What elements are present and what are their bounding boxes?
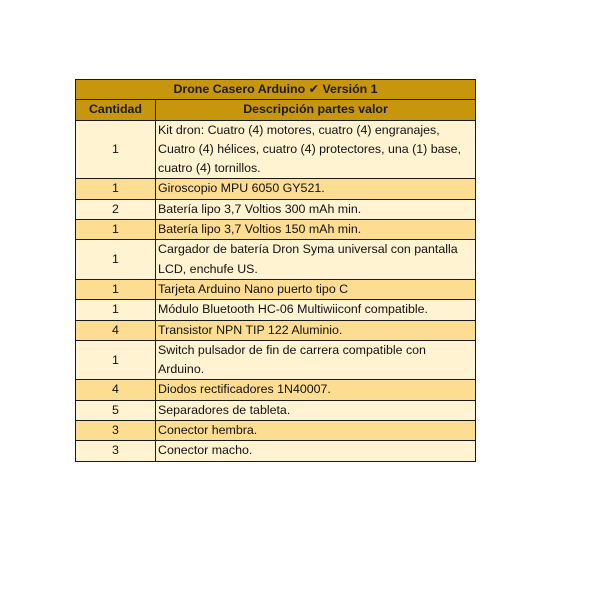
quantity-cell: 4 — [76, 320, 156, 340]
table-row — [76, 179, 476, 199]
quantity-cell: 1 — [76, 300, 156, 320]
description-cell: Switch pulsador de fin de carrera compatible con Arduino. — [156, 340, 476, 380]
quantity-column-header: Cantidad — [76, 100, 156, 120]
table-row — [76, 240, 476, 280]
quantity-cell: 3 — [76, 421, 156, 441]
description-cell: Kit dron: Cuatro (4) motores, cuatro (4) engranajes, Cuatro (4) hélices, cuatro (4) protectores, una (1) base, cuatro (4) tornillos. — [156, 120, 476, 179]
table-row — [76, 220, 476, 240]
quantity-cell: 3 — [76, 441, 156, 461]
quantity-cell: 2 — [76, 199, 156, 219]
parts-table — [75, 79, 476, 462]
table-row — [76, 400, 476, 420]
description-cell: Conector macho. — [156, 441, 476, 461]
table-row — [76, 279, 476, 299]
description-cell: Separadores de tableta. — [156, 400, 476, 420]
table-row — [76, 441, 476, 461]
description-cell: Giroscopio MPU 6050 GY521. — [156, 179, 476, 199]
table-row — [76, 340, 476, 380]
description-cell: Transistor NPN TIP 122 Aluminio. — [156, 320, 476, 340]
description-cell: Tarjeta Arduino Nano puerto tipo C — [156, 279, 476, 299]
quantity-cell: 1 — [76, 340, 156, 380]
description-cell: Diodos rectificadores 1N40007. — [156, 380, 476, 400]
table-row — [76, 380, 476, 400]
table-title-row — [76, 80, 476, 100]
quantity-cell: 5 — [76, 400, 156, 420]
description-column-header: Descripción partes valor — [156, 100, 476, 120]
quantity-cell: 1 — [76, 179, 156, 199]
table-row — [76, 421, 476, 441]
quantity-cell: 1 — [76, 279, 156, 299]
description-cell: Conector hembra. — [156, 421, 476, 441]
description-cell: Cargador de batería Dron Syma universal con pantalla LCD, enchufe US. — [156, 240, 476, 280]
quantity-cell: 4 — [76, 380, 156, 400]
description-cell: Batería lipo 3,7 Voltios 300 mAh min. — [156, 199, 476, 219]
parts-table-container — [75, 79, 476, 462]
table-row — [76, 199, 476, 219]
description-cell: Batería lipo 3,7 Voltios 150 mAh min. — [156, 220, 476, 240]
quantity-cell: 1 — [76, 120, 156, 179]
table-row — [76, 300, 476, 320]
quantity-cell: 1 — [76, 240, 156, 280]
table-title: Drone Casero Arduino ✔ Versión 1 — [76, 80, 476, 100]
table-header-row — [76, 100, 476, 120]
description-cell: Módulo Bluetooth HC-06 Multiwiiconf compatible. — [156, 300, 476, 320]
table-row — [76, 320, 476, 340]
quantity-cell: 1 — [76, 220, 156, 240]
table-row — [76, 120, 476, 179]
